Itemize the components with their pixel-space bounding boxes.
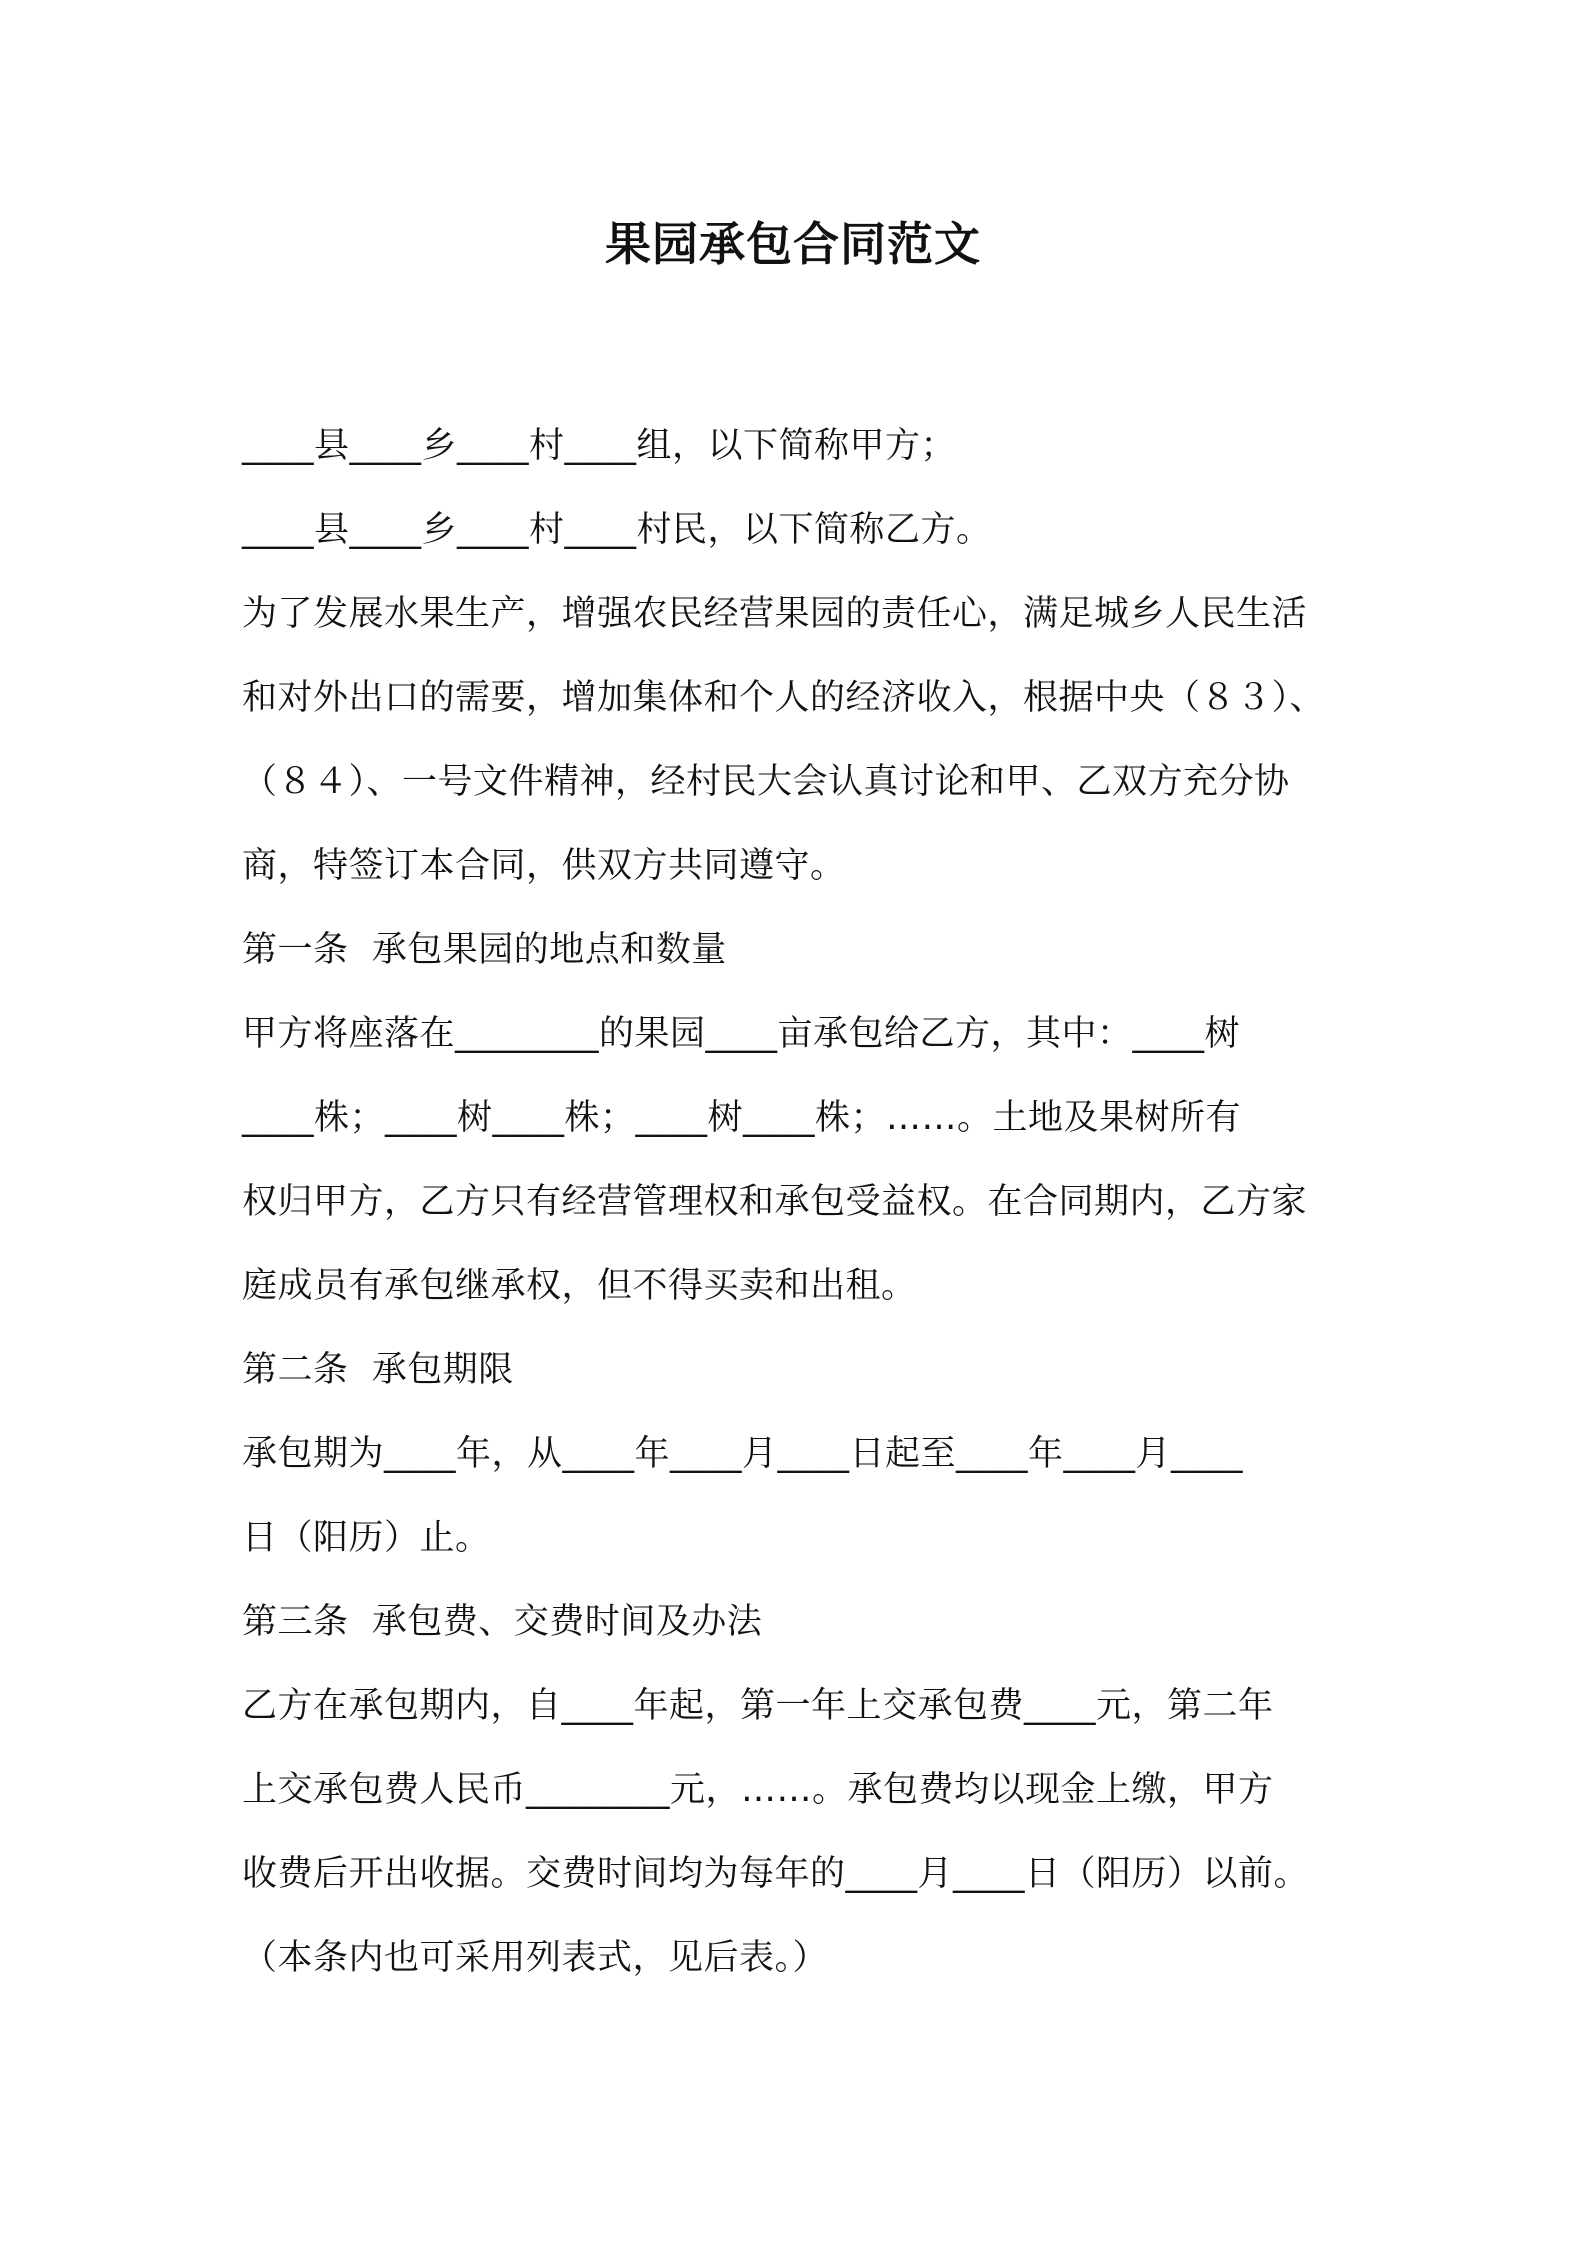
document-title: 果园承包合同范文 [605,217,981,271]
article-1-heading: 第一条 承包果园的地点和数量 [242,930,727,970]
article-1-line-4: 庭成员有承包继承权，但不得买卖和出租。 [242,1266,917,1306]
article-3-line-3: 收费后开出收据。交费时间均为每年的____月____日（阳历）以前。 [242,1854,1310,1894]
article-2-heading: 第二条 承包期限 [242,1350,514,1390]
article-2-line-1: 承包期为____年，从____年____月____日起至____年____月____ [242,1434,1244,1474]
preamble-line-1: 为了发展水果生产，增强农民经营果园的责任心，满足城乡人民生活 [242,594,1308,634]
article-2-line-2: 日（阳历）止。 [242,1518,491,1558]
document-body [242,404,1362,2000]
article-3-line-1: 乙方在承包期内，自____年起，第一年上交承包费____元，第二年 [242,1686,1274,1726]
article-1-line-2: ____株；____树____株；____树____株；……。土地及果树所有 [242,1098,1242,1138]
article-3-note: （本条内也可采用列表式，见后表。） [242,1938,829,1978]
article-3-heading: 第三条 承包费、交费时间及办法 [242,1602,763,1642]
preamble-line-2: 和对外出口的需要，增加集体和个人的经济收入，根据中央（８３）、 [242,678,1326,718]
article-1-line-3: 权归甲方，乙方只有经营管理权和承包受益权。在合同期内，乙方家 [242,1182,1308,1222]
party-b-line: ____县____乡____村____村民，以下简称乙方。 [242,510,992,550]
article-3-line-2: 上交承包费人民币________元，……。承包费均以现金上缴，甲方 [242,1770,1274,1810]
party-a-line: ____县____乡____村____组，以下简称甲方； [242,426,957,466]
preamble-line-4: 商，特签订本合同，供双方共同遵守。 [242,846,846,886]
article-1-line-1: 甲方将座落在________的果园____亩承包给乙方，其中：____树 [242,1014,1241,1054]
preamble-line-3: （８４）、一号文件精神，经村民大会认真讨论和甲、乙双方充分协 [242,762,1290,802]
